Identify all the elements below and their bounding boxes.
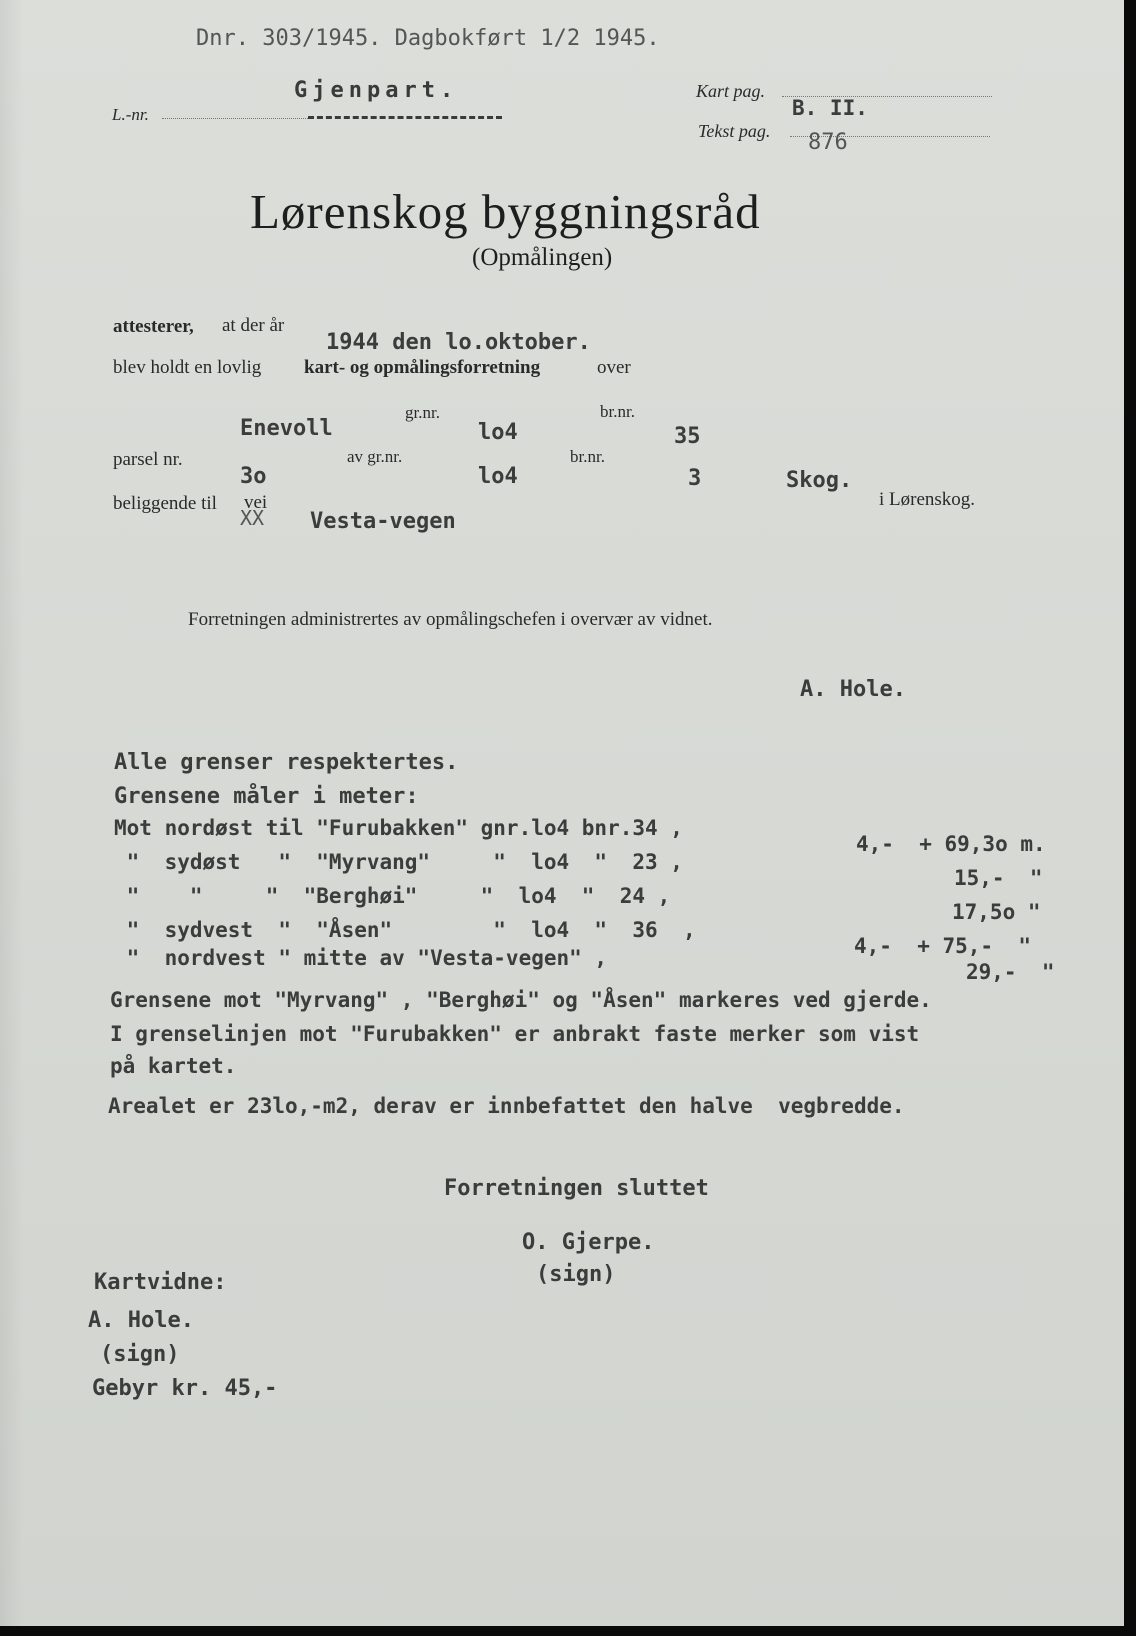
grnr-label: gr.nr. [405, 403, 440, 422]
over-label: over [597, 357, 631, 378]
kartvidne-sign: (sign) [100, 1342, 180, 1367]
boundary-row: Mot nordøst til "Furubakken" gnr.lo4 bnr.34 , [114, 816, 683, 840]
vei-label: vei [244, 492, 268, 513]
boundary-row: " " " "Berghøi" " lo4 " 24 , [114, 884, 671, 908]
copy-underline [308, 116, 502, 119]
brnr2-label: br.nr. [570, 447, 605, 466]
tekst-pag-value: 876 [808, 130, 848, 155]
kart-pag-label: Kart pag. [696, 81, 766, 101]
brnr-label: br.nr. [600, 402, 635, 421]
lorenskog-label: i Lørenskog. [879, 489, 976, 510]
date-value: 1944 den lo.oktober. [326, 330, 591, 355]
skog-value: Skog. [786, 468, 853, 493]
closing-statement: Forretningen sluttet [444, 1176, 709, 1201]
l-nr-dotted-line [162, 118, 308, 119]
at-der-ar-label: at der år [222, 315, 285, 336]
after-line-1: Grensene mot "Myrvang" , "Berghøi" og "Åsen" markeres ved gjerde. [110, 988, 932, 1012]
kart-pag-value: B. II. [792, 96, 868, 120]
parsel-value: 3o [240, 464, 267, 489]
kartvidne-name: A. Hole. [88, 1308, 194, 1333]
boundary-value: 4,- + 69,3o m. [856, 832, 1046, 856]
boundary-row: " sydvest " "Åsen" " lo4 " 36 , [114, 918, 696, 942]
signer-name: O. Gjerpe. [522, 1230, 655, 1255]
fee-line: Gebyr kr. 45,- [92, 1376, 278, 1401]
diary-number: Dnr. 303/1945. Dagbokført 1/2 1945. [196, 26, 660, 51]
boundary-value: 17,5o " [952, 900, 1041, 924]
property-name: Enevoll [240, 416, 333, 441]
kart-opmaling-label: kart- og opmålingsforretning [304, 357, 541, 378]
beliggende-label: beliggende til [113, 493, 217, 514]
boundary-row: " nordvest " mitte av "Vesta-vegen" , [114, 946, 608, 970]
attesterer-label: attesterer, [113, 316, 194, 337]
brnr2-value: 3 [688, 466, 702, 491]
l-nr-label: L.-nr. [112, 105, 149, 124]
brnr-value: 35 [674, 424, 701, 449]
page-subtitle: (Opmålingen) [472, 244, 613, 271]
blev-holdt-label: blev holdt en lovlig [113, 357, 262, 378]
after-line-2: I grenselinjen mot "Furubakken" er anbrakt faste merker som vist [110, 1022, 920, 1046]
copy-label: Gjenpart. [294, 78, 459, 103]
grnr-value: lo4 [478, 420, 518, 445]
tekst-pag-label: Tekst pag. [698, 121, 771, 141]
boundary-value: 29,- " [966, 960, 1055, 984]
boundary-value: 15,- " [954, 866, 1043, 890]
signer-sign: (sign) [536, 1262, 616, 1287]
witness-top: A. Hole. [800, 677, 906, 702]
av-grnr-label: av gr.nr. [347, 447, 403, 466]
body-line-1: Alle grenser respektertes. [114, 750, 459, 775]
administration-statement: Forretningen administrertes av opmålingschefen i overvær av vidnet. [188, 609, 713, 630]
av-grnr-value: lo4 [478, 464, 518, 489]
kartvidne-label: Kartvidne: [94, 1270, 227, 1295]
vei-value: Vesta-vegen [310, 509, 456, 534]
page-title: Lørenskog byggningsråd [250, 184, 761, 239]
boundary-value: 4,- + 75,- " [854, 934, 1032, 958]
body-line-2: Grensene måler i meter: [114, 784, 419, 809]
vei-struck: XX [240, 506, 265, 530]
after-line-3: på kartet. [110, 1054, 237, 1078]
parsel-label: parsel nr. [113, 449, 183, 470]
after-line-4: Arealet er 23lo,-m2, derav er innbefattet den halve vegbredde. [108, 1094, 905, 1118]
boundary-row: " sydøst " "Myrvang" " lo4 " 23 , [114, 850, 683, 874]
